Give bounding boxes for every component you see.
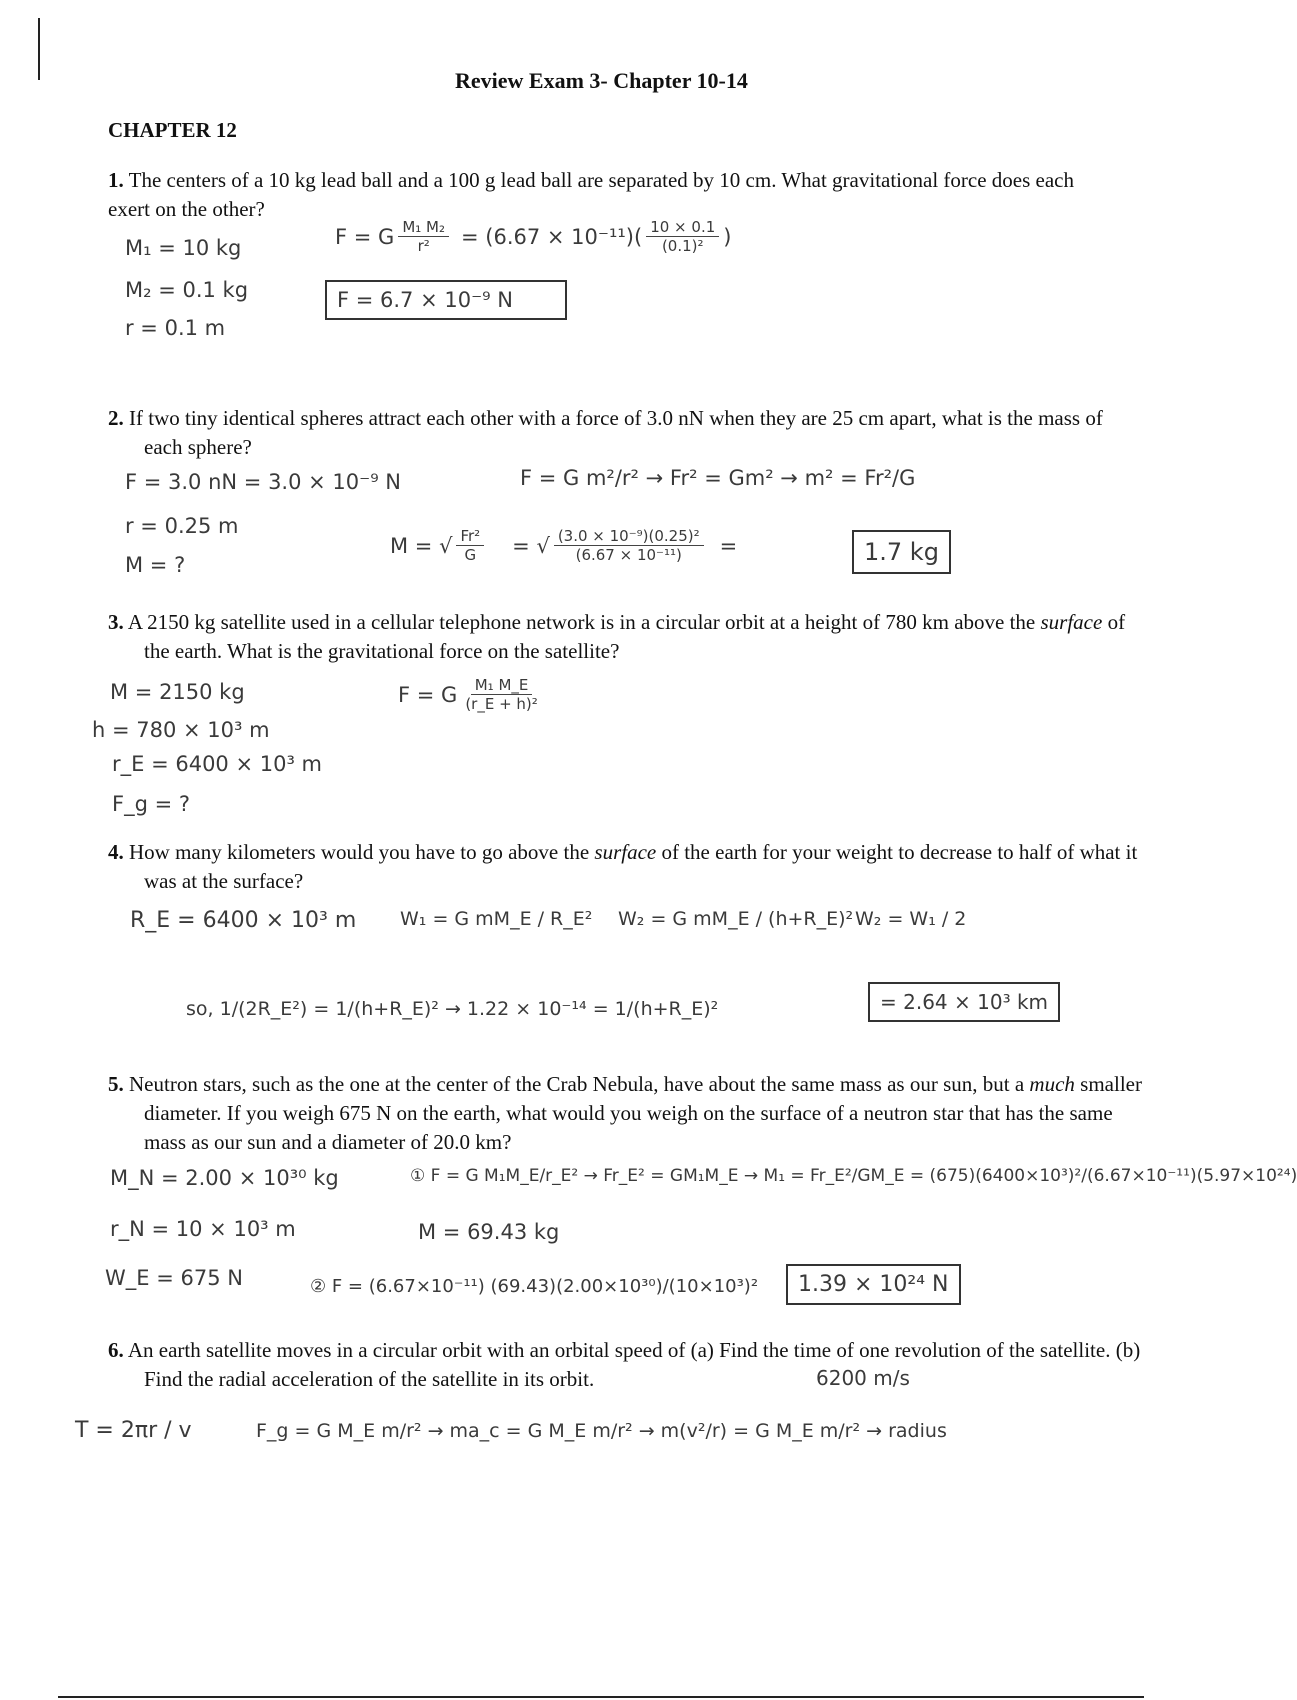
q5-given-we: W_E = 675 N [105,1266,243,1290]
q2-given-f: F = 3.0 nN = 3.0 × 10⁻⁹ N [125,470,402,494]
question-text: If two tiny identical spheres attract each other with a force of 3.0 nN when they are 25 cm apart, what is the mass of each sphere? [129,406,1103,459]
q2-step1: F = G m²/r² → Fr² = Gm² → m² = Fr²/G [520,466,916,490]
bottom-rule [58,1696,1144,1698]
q4-given: R_E = 6400 × 10³ m [130,908,357,933]
question-4: 4. How many kilometers would you have to go above the surface of the earth for your weight to decrease to half of what it was at the surface? [108,840,1138,893]
q1-given-m1: M₁ = 10 kg [125,236,242,260]
scan-mark [38,18,40,80]
question-number: 1. [108,168,124,192]
chapter-heading: CHAPTER 12 [108,118,237,142]
q3-given-h: h = 780 × 10³ m [92,718,270,742]
question-2 [108,404,1144,462]
question-1 [108,166,1098,224]
q3-given-fg: F_g = ? [112,792,191,816]
q3-given-m: M = 2150 kg [110,680,245,704]
question-number: 2. [108,406,124,430]
q4-so: so, 1/(2R_E²) = 1/(h+R_E)² → 1.22 × 10⁻¹⁴ = 1/(h+R_E)² [186,998,719,1020]
q5-given-mn: M_N = 2.00 × 10³⁰ kg [110,1166,339,1190]
q1-formula: F = G $\frac{\text{M₁ M₂}}{\text{r²}}$ = (6.67 × 10⁻¹¹)( $\frac{10 \times 0.1}{\text{(0.1)²}}$ ) [335,218,732,255]
q1-answer-box: F = 6.7 × 10⁻⁹ N [325,280,567,320]
q5-step1: ① F = G M₁M_E/r_E² → Fr_E² = GM₁M_E → M₁ = Fr_E²/GM_E = (675)(6400×10³)²/(6.67×10⁻¹¹)(5.97×10²⁴) [410,1166,1297,1186]
q5-given-rn: r_N = 10 × 10³ m [110,1217,296,1241]
question-3: 3. A 2150 kg satellite used in a cellular telephone network is in a circular orbit at a height of 780 km above the surface of the earth. What is the gravitational force on the satellite? [108,610,1126,663]
q6-chain: F_g = G M_E m/r² → ma_c = G M_E m/r² → m(v²/r) = G M_E m/r² → radius [256,1420,947,1442]
q4-w2-half: W₂ = W₁ / 2 [855,908,967,930]
page-title: Review Exam 3- Chapter 10-14 [455,68,748,93]
q4-w2: W₂ = G mM_E / (h+R_E)² [618,908,854,930]
question-text: The centers of a 10 kg lead ball and a 100 g lead ball are separated by 10 cm. What gravitational force does each exert on the other? [108,168,1075,221]
q2-answer-box: 1.7 kg [852,530,951,574]
q2-step2: M = √ $\frac{\text{Fr²}}{G}$ = √ $\frac{\text{(3.0 × 10⁻⁹)(0.25)²}}{\text{(6.67 × 10⁻¹¹)}}$ = [390,527,738,564]
question-6: 6. An earth satellite moves in a circular orbit with an orbital speed of (a) Find the time of one revolution of the satellite. (b) Find the radial acceleration of the satellite in its orbit. [108,1338,1141,1391]
q2-given-r: r = 0.25 m [125,514,239,538]
q4-answer-box: = 2.64 × 10³ km [868,982,1060,1022]
q1-given-m2: M₂ = 0.1 kg [125,278,249,302]
q5-mass: M = 69.43 kg [418,1220,560,1244]
q3-given-re: r_E = 6400 × 10³ m [112,752,323,776]
q6-period: T = 2πr / v [75,1418,192,1443]
q2-given-m: M = ? [125,553,186,577]
q5-answer-box: 1.39 × 10²⁴ N [786,1264,961,1305]
question-5: 5. Neutron stars, such as the one at the center of the Crab Nebula, have about the same mass as our sun, but a much smaller diameter. If you weigh 675 N on the earth, what would you weigh on the surface of a neutron star that has the same mass as our sun and a diameter of 20.0 km? [108,1072,1142,1154]
q5-step2: ② F = (6.67×10⁻¹¹) (69.43)(2.00×10³⁰)/(10×10³)² [310,1276,759,1297]
q6-speed-note: 6200 m/s [816,1366,910,1390]
q3-formula: F = G $\frac{\text{M₁ M\_E}}{\text{(r\_E + h)²}}$ [398,676,538,713]
q1-given-r: r = 0.1 m [125,316,226,340]
q4-w1: W₁ = G mM_E / R_E² [400,908,593,930]
